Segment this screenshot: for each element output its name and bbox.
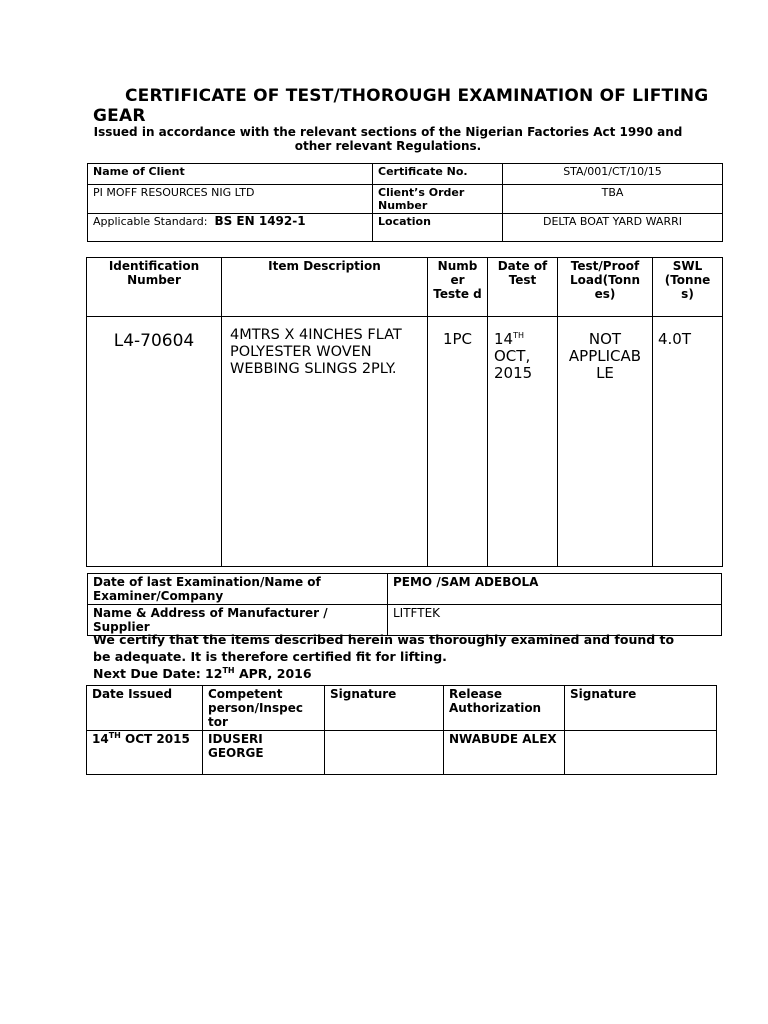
item-date-of-test <box>488 317 558 567</box>
certificate-title: CERTIFICATE OF TEST/THOROUGH EXAMINATION OF LIFTING GEAR <box>93 86 709 126</box>
header-release-authorization: Release Authorization <box>444 686 565 731</box>
signoff-date-rest: OCT 2015 <box>120 732 190 746</box>
certificate-no-label: Certificate No. <box>373 164 503 185</box>
header-description: Item Description <box>222 258 428 317</box>
name-of-client-label: Name of Client <box>88 164 373 185</box>
next-due-label: Next Due Date: 12 <box>93 666 223 681</box>
order-number-label: Client’s Order Number <box>373 185 503 214</box>
header-date-of-test: Date of Test <box>488 258 558 317</box>
item-date-rest: OCT, 2015 <box>494 347 533 382</box>
signoff-competent-person: IDUSERI GEORGE <box>203 731 325 775</box>
item-date-day: 14 <box>494 330 514 348</box>
next-due-rest: APR, 2016 <box>234 666 312 681</box>
certificate-subtitle <box>88 125 688 153</box>
header-identification: Identification Number <box>87 258 222 317</box>
applicable-standard-label: Applicable Standard: <box>93 215 208 228</box>
location-label: Location <box>373 214 503 242</box>
item-description: 4MTRS X 4INCHES FLAT POLYESTER WOVEN WEBBING SLINGS 2PLY. <box>222 317 428 567</box>
item-test-load: NOT APPLICAB LE <box>558 317 653 567</box>
client-info-table <box>87 163 723 242</box>
manufacturer-label: Name & Address of Manufacturer / Supplier <box>88 605 388 636</box>
last-exam-label: Date of last Examination/Name of Examiner/Company <box>88 574 388 605</box>
header-number-tested: Numb er Teste d <box>428 258 488 317</box>
signoff-date-day: 14 <box>92 732 109 746</box>
applicable-standard-cell <box>88 214 373 242</box>
last-exam-value: PEMO /SAM ADEBOLA <box>388 574 722 605</box>
item-identification: L4-70604 <box>87 317 222 567</box>
header-signature-2: Signature <box>565 686 717 731</box>
signoff-date-sup: TH <box>108 731 121 740</box>
location-value: DELTA BOAT YARD WARRI <box>503 214 723 242</box>
applicable-standard-value: BS EN 1492-1 <box>214 214 306 228</box>
next-due-sup: TH <box>222 665 235 675</box>
subtitle-line-2: other relevant Regulations. <box>294 139 482 153</box>
examination-table <box>87 573 722 636</box>
header-signature-1: Signature <box>325 686 444 731</box>
header-date-issued: Date Issued <box>87 686 203 731</box>
header-test-load: Test/Proof Load(Tonn es) <box>558 258 653 317</box>
item-swl: 4.0T <box>653 317 723 567</box>
signoff-release-authorization: NWABUDE ALEX <box>444 731 565 775</box>
order-number-value: TBA <box>503 185 723 214</box>
item-date-sup: TH <box>513 331 524 340</box>
header-competent-person: Competent person/Inspec tor <box>203 686 325 731</box>
item-number-tested: 1PC <box>428 317 488 567</box>
certify-statement: We certify that the items described herein was thoroughly examined and found to be adequate. It is therefore certified fit for lifting. <box>93 632 675 664</box>
manufacturer-value: LITFTEK <box>388 605 722 636</box>
items-table <box>86 257 723 567</box>
certificate-no-value: STA/001/CT/10/15 <box>503 164 723 185</box>
next-due-date <box>93 666 312 681</box>
signoff-date-issued <box>87 731 203 775</box>
header-swl: SWL (Tonne s) <box>653 258 723 317</box>
signoff-table <box>86 685 717 775</box>
signoff-signature-1 <box>325 731 444 775</box>
name-of-client-value: PI MOFF RESOURCES NIG LTD <box>88 185 373 214</box>
signoff-signature-2 <box>565 731 717 775</box>
subtitle-line-1: Issued in accordance with the relevant sections of the Nigerian Factories Act 1990 and <box>93 125 683 139</box>
